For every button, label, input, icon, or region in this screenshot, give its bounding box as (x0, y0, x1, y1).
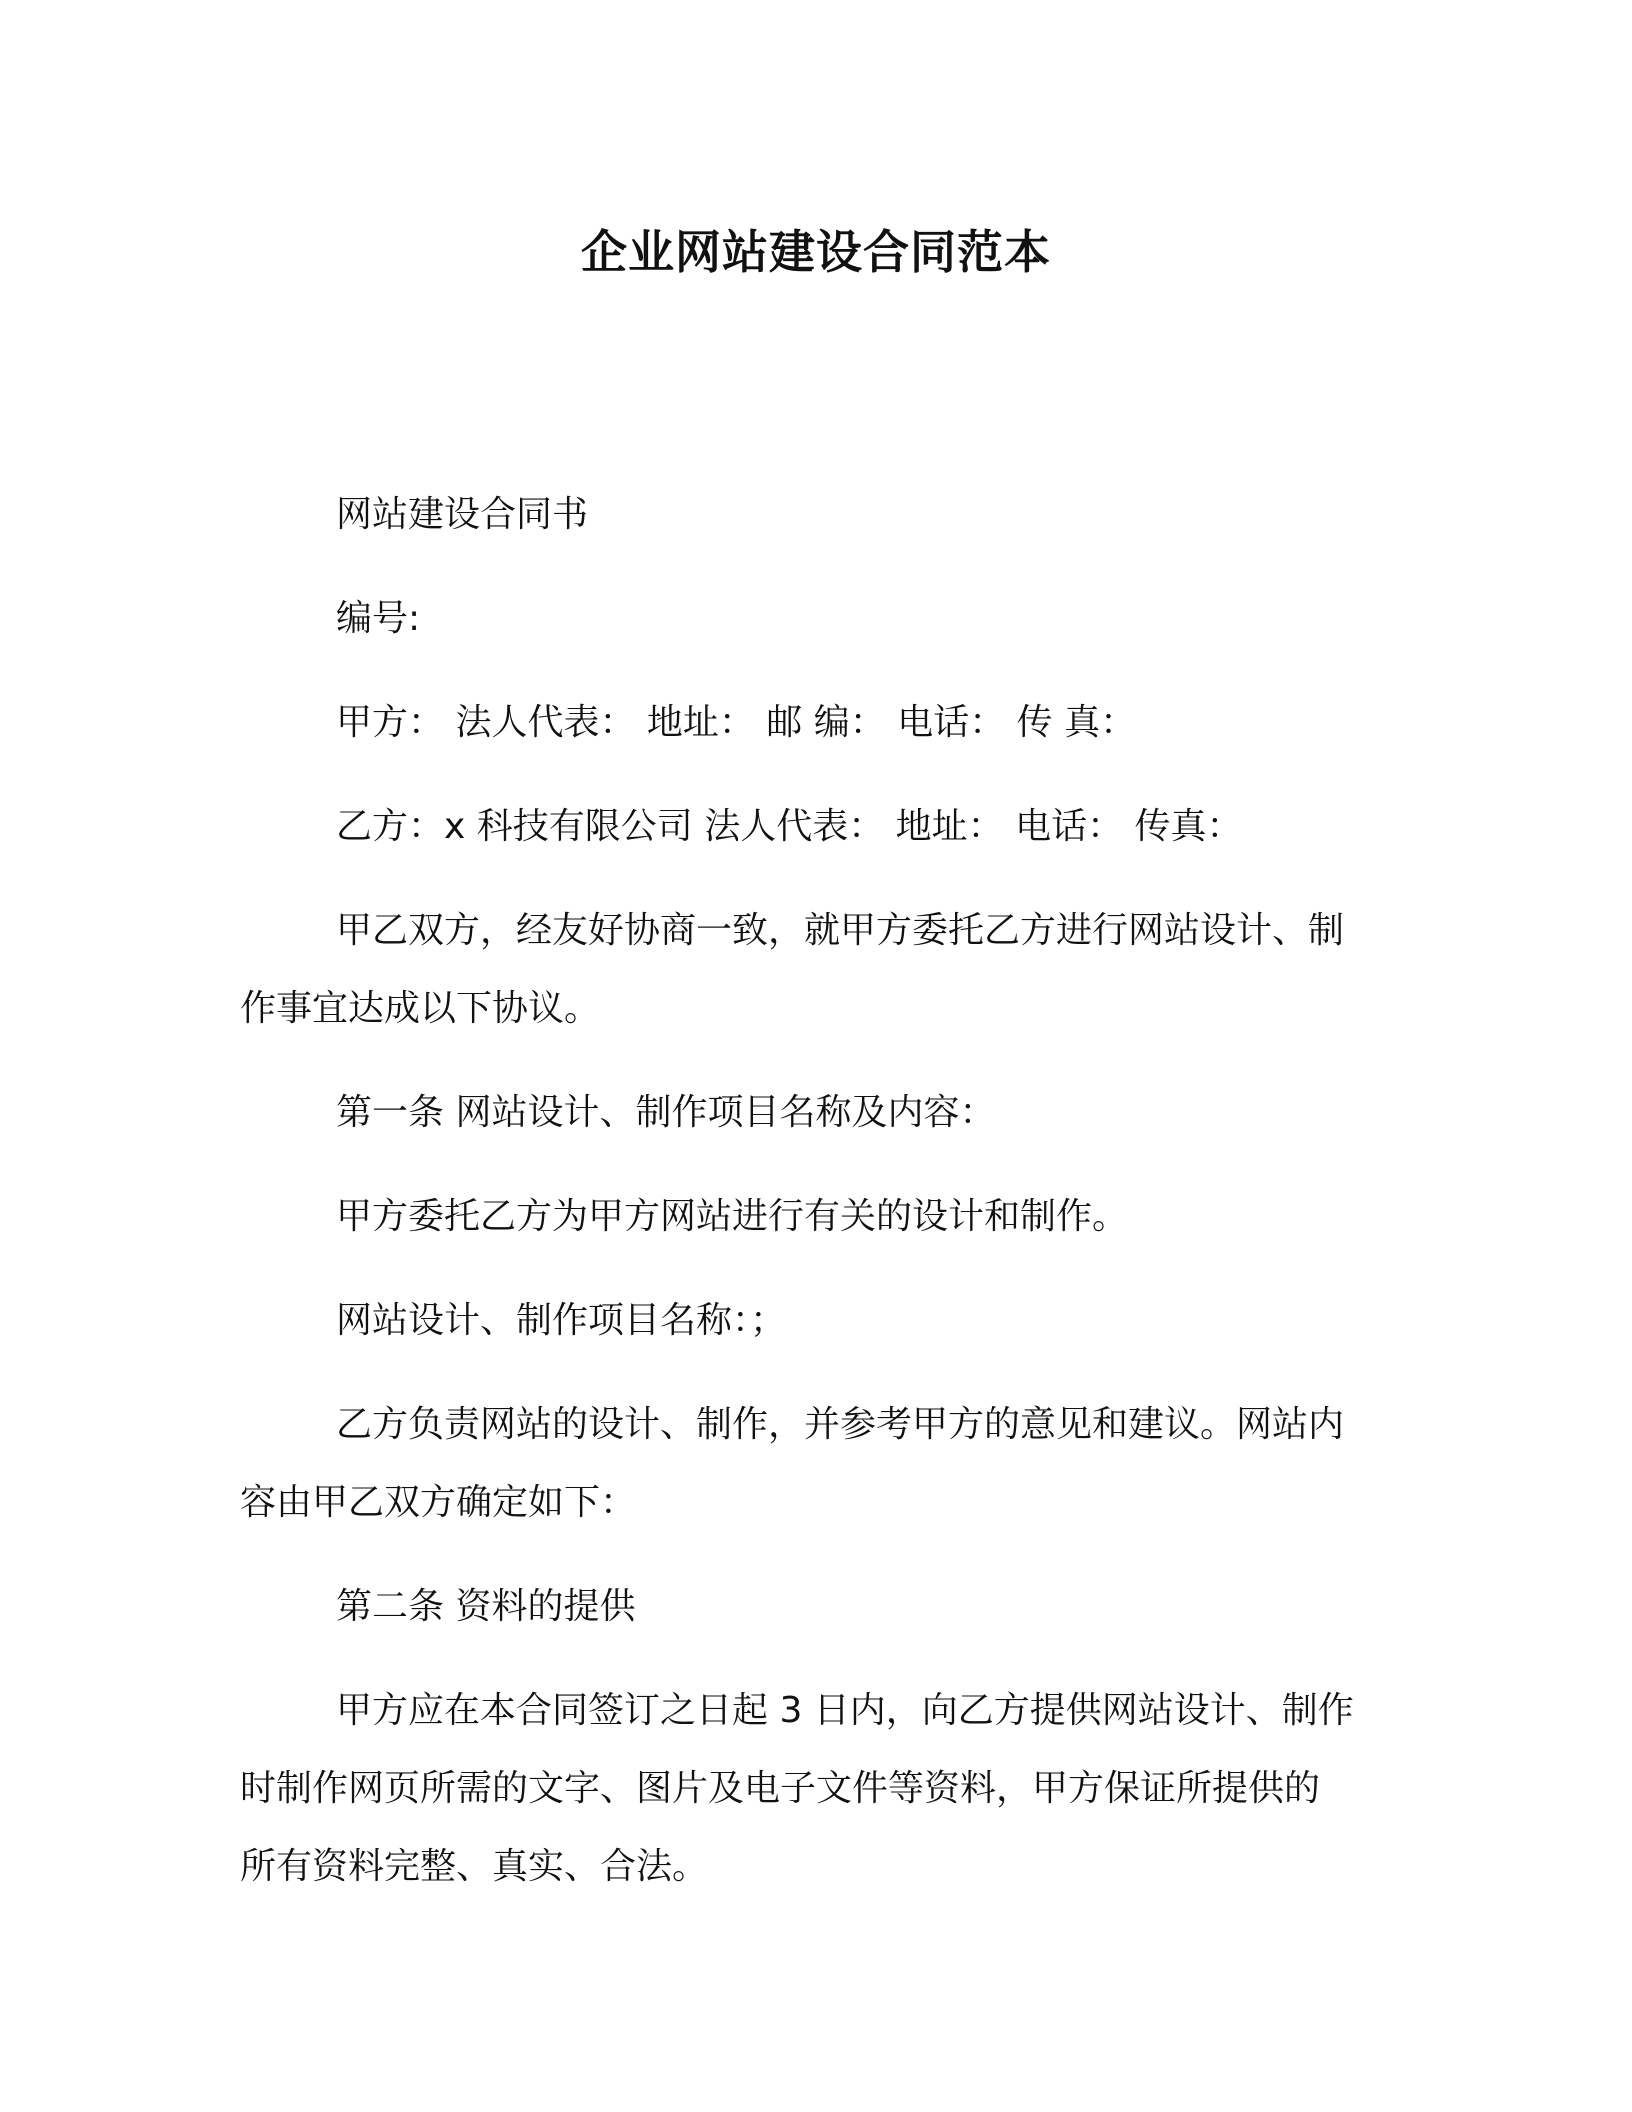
paragraph-line: 甲乙双方，经友好协商一致，就甲方委托乙方进行网站设计、制 (336, 910, 1345, 951)
paragraph-line: 所有资料完整、真实、合法。 (240, 1846, 709, 1887)
paragraph-line: 乙方：x 科技有限公司 法人代表： 地址： 电话： 传真： (336, 806, 1243, 847)
paragraph-party-b-responsibility (240, 1386, 1380, 1542)
paragraph-line: 编号: (336, 598, 421, 639)
paragraph-line: 时制作网页所需的文字、图片及电子文件等资料，甲方保证所提供的 (240, 1768, 1321, 1809)
paragraph-article-two-heading (240, 1568, 1380, 1646)
paragraph-line: 甲方委托乙方为甲方网站进行有关的设计和制作。 (336, 1196, 1129, 1237)
paragraph-agreement-intro (240, 892, 1380, 1048)
paragraph-materials-provision (240, 1672, 1380, 1906)
paragraph-commission (240, 1178, 1380, 1256)
paragraph-line: 第二条 资料的提供 (336, 1586, 636, 1627)
paragraph-article-one-heading (240, 1074, 1380, 1152)
paragraph-contract-number (240, 580, 1380, 658)
paragraph-line: 作事宜达成以下协议。 (240, 988, 601, 1029)
paragraph-project-name (240, 1282, 1380, 1360)
paragraph-party-a (240, 684, 1380, 762)
paragraph-line: 第一条 网站设计、制作项目名称及内容： (336, 1092, 996, 1133)
paragraph-line: 甲方： 法人代表： 地址： 邮 编： 电话： 传 真： (336, 702, 1137, 743)
paragraph-line: 网站建设合同书 (336, 494, 589, 535)
document-title: 企业网站建设合同范本 (581, 225, 1051, 279)
paragraph-line: 甲方应在本合同签订之日起 3 日内，向乙方提供网站设计、制作 (336, 1690, 1354, 1731)
paragraph-line: 网站设计、制作项目名称：； (336, 1300, 787, 1341)
paragraph-line: 容由甲乙双方确定如下： (240, 1482, 637, 1523)
paragraph-contract-heading (240, 476, 1380, 554)
paragraph-line: 乙方负责网站的设计、制作，并参考甲方的意见和建议。网站内 (336, 1404, 1345, 1445)
paragraph-party-b (240, 788, 1380, 866)
